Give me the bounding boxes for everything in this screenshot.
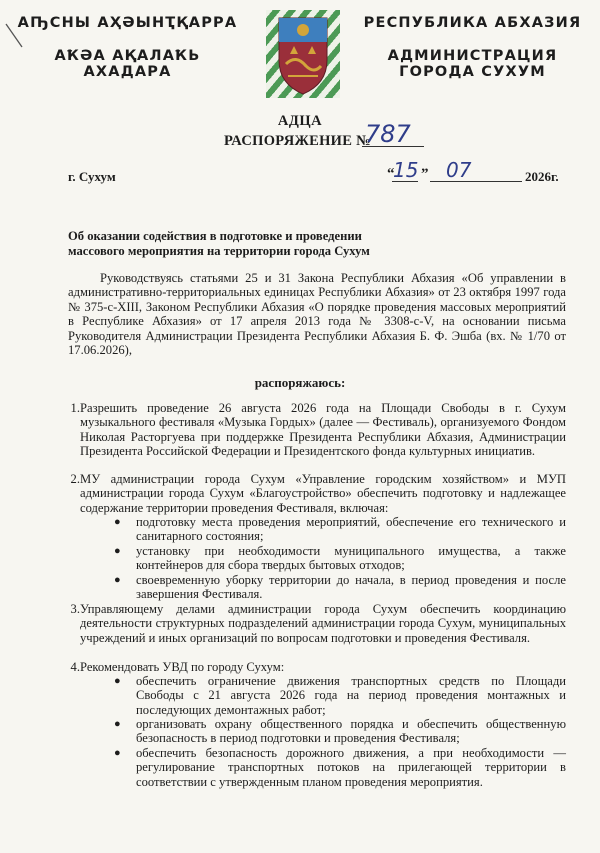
item-text: Рекомендовать УВД по городу Сухум: <box>80 660 285 674</box>
bullet-text: обеспечить ограничение движения транспортных средств по Площади Свободы с 21 августа 2026 года на период проведения монтажных и последующих демонтажных работ; <box>136 674 566 717</box>
date-close-quote: ” <box>421 166 429 182</box>
date-day: 15 <box>393 158 419 182</box>
date-day-underline <box>392 181 418 182</box>
item-text: Разрешить проведение 26 августа 2026 года на Площади Свободы в г. Сухум музыкального фестиваля «Музыка Гордых» (далее — Фестиваль), организуемого Фондом Николая Расторгуева при поддержке Президента Республики Абхазия, Администрации Президента Российской Федерации и Президентского фонда культурных инициатив. <box>80 401 566 459</box>
subject-line2: массового мероприятия на территории города Сухум <box>68 244 370 258</box>
bullet-text: обеспечить безопасность дорожного движения, а при необходимости — регулирование транспортных потоков на прилегающей территории в соответствии с утвержденным планом проведения мероприятия. <box>136 746 566 789</box>
city: г. Сухум <box>68 169 116 184</box>
bullet-icon: ● <box>114 545 121 557</box>
date-year: 2026г. <box>525 169 559 184</box>
coat-of-arms-icon <box>266 10 340 98</box>
item-number: 3. <box>70 602 80 616</box>
bullet-item <box>114 717 566 746</box>
bullet-icon: ● <box>114 675 121 687</box>
bullet-text: подготовку места проведения мероприятий, обеспечение его технического и санитарного состояния; <box>136 515 566 544</box>
preamble: Руководствуясь статьями 25 и 31 Закона Республики Абхазия «Об управлении в административно-территориальных единицах Республики Абхазия» от 23 октября 1997 года № 375-с-XIII, Законом Республики Абхазия «О порядке проведения массовых мероприятий в Республике Абхазия» от 17 апреля 2013 года № 3308-с-V, на основании письма Руководителя Администрации Президента Республики Абхазия Б. Ф. Эшба (вх. № 1/70 от 17.06.2026), <box>68 271 566 358</box>
header-left-line2: АҞӘА АҚАЛАҞЬ <box>54 48 201 64</box>
list-item-3 <box>70 602 566 645</box>
date-open-quote: “ <box>387 166 395 182</box>
list-item-4 <box>70 660 566 674</box>
item-number: 4. <box>70 660 80 674</box>
item-text: МУ администрации города Сухум «Управление городским хозяйством» и МУП администрации города Сухум «Благоустройство» обеспечить подготовку и надлежащее содержание территории проведения Фестиваля, включая: <box>80 472 566 515</box>
date-month: 07 <box>446 158 472 182</box>
order-number: 787 <box>365 120 411 148</box>
item-number: 1. <box>70 401 80 415</box>
bullet-item <box>114 573 566 602</box>
header-right-line2: АДМИНИСТРАЦИЯ <box>387 48 558 64</box>
bullet-text: своевременную уборку территории до начала, в период проведения и после завершения Фестиваля. <box>136 573 566 602</box>
bullet-item <box>114 674 566 717</box>
header-right-line1: РЕСПУБЛИКА АБХАЗИЯ <box>363 15 582 31</box>
title-order: РАСПОРЯЖЕНИЕ № <box>224 133 372 149</box>
bullet-text: организовать охрану общественного порядка и обеспечить общественную безопасность в период подготовки и проведения Фестиваля; <box>136 717 566 746</box>
bullet-text: установку при необходимости муниципального имущества, а также контейнеров для сбора твердых бытовых отходов; <box>136 544 566 573</box>
directive: распоряжаюсь: <box>254 375 346 390</box>
date-month-underline <box>430 181 522 182</box>
order-number-underline <box>362 146 424 147</box>
list-item-2 <box>70 472 566 515</box>
bullet-icon: ● <box>114 516 121 528</box>
item-text: Управляющему делами администрации города Сухум обеспечить координацию деятельности структурных подразделений администрации города Сухум, муниципальных учреждений и иных организаций по вопросам подготовки и проведения Фестиваля. <box>80 602 566 645</box>
list-item-1 <box>70 401 566 459</box>
item-number: 2. <box>70 472 80 486</box>
bullet-item <box>114 515 566 544</box>
title-adtsa: АДЦА <box>277 113 323 129</box>
subject-line1: Об оказании содействия в подготовке и проведении <box>68 229 362 243</box>
emblem <box>266 10 340 98</box>
header-left-line1: АҦСНЫ АҲӘЫНҬҚАРРА <box>17 15 238 31</box>
bullet-icon: ● <box>114 574 121 586</box>
bullet-item <box>114 544 566 573</box>
header-left-line3: АХАДАРА <box>83 64 172 80</box>
bullet-item <box>114 746 566 789</box>
bullet-icon: ● <box>114 718 121 730</box>
bullet-icon: ● <box>114 747 121 759</box>
header-right-line3: ГОРОДА СУХУМ <box>399 64 546 80</box>
